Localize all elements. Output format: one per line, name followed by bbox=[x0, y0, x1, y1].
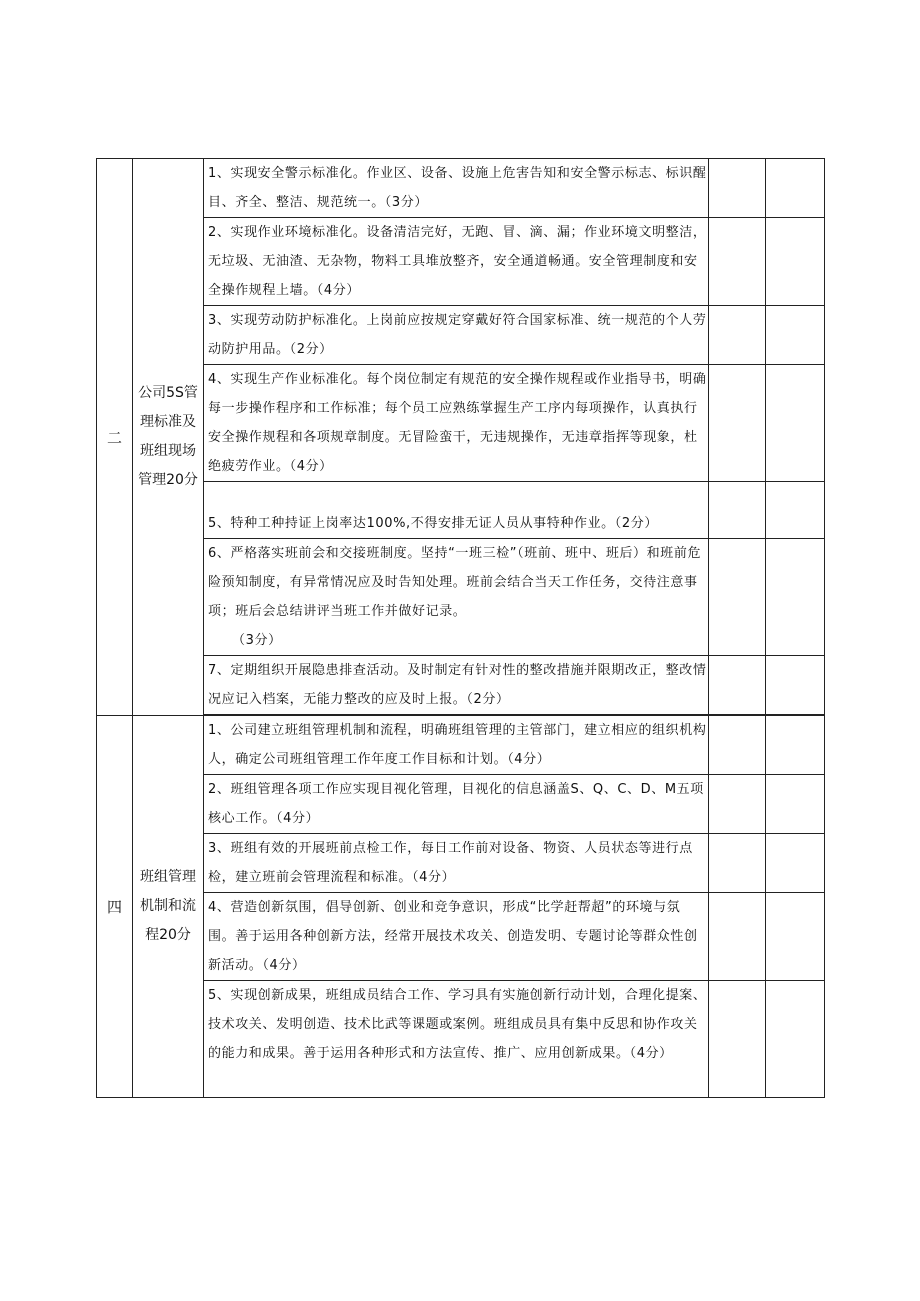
table-row bbox=[97, 656, 825, 715]
remark-cell bbox=[766, 482, 825, 539]
criteria-item: 1、公司建立班组管理机制和流程，明确班组管理的主管部门，建立相应的组织机构人，确定公司班组管理工作年度工作目标和计划。（4分） bbox=[204, 716, 709, 775]
table-row bbox=[97, 893, 825, 981]
criteria-item: 7、定期组织开展隐患排查活动。及时制定有针对性的整改措施并限期改正，整改情况应记入档案，无能力整改的应及时上报。（2分） bbox=[204, 656, 709, 715]
table-row bbox=[97, 306, 825, 365]
remark-cell bbox=[766, 218, 825, 306]
section-number: 二 bbox=[97, 159, 133, 716]
remark-cell bbox=[766, 981, 825, 1098]
remark-cell bbox=[766, 539, 825, 656]
score-cell bbox=[709, 656, 766, 715]
remark-cell bbox=[766, 306, 825, 365]
score-cell bbox=[709, 893, 766, 981]
remark-cell bbox=[766, 716, 825, 775]
table-row bbox=[97, 482, 825, 539]
section-number: 四 bbox=[97, 716, 133, 1098]
table-row bbox=[97, 218, 825, 306]
criteria-item: 5、实现创新成果，班组成员结合工作、学习具有实施创新行动计划，合理化提案、技术攻关、发明创造、技术比武等课题或案例。班组成员具有集中反思和协作攻关的能力和成果。善于运用各种形式和方法宣传、推广、应用创新成果。（4分） bbox=[204, 981, 709, 1098]
criteria-item: 3、实现劳动防护标准化。上岗前应按规定穿戴好符合国家标准、统一规范的个人劳动防护用品。（2分） bbox=[204, 306, 709, 365]
score-cell bbox=[709, 306, 766, 365]
table-row bbox=[97, 834, 825, 893]
remark-cell bbox=[766, 834, 825, 893]
score-cell bbox=[709, 775, 766, 834]
table-row bbox=[97, 159, 825, 218]
score-cell bbox=[709, 159, 766, 218]
criteria-item: 2、班组管理各项工作应实现目视化管理，目视化的信息涵盖S、Q、C、D、M五项核心工作。（4分） bbox=[204, 775, 709, 834]
remark-cell bbox=[766, 893, 825, 981]
score-cell bbox=[709, 834, 766, 893]
scoring-table bbox=[96, 158, 825, 1098]
score-cell bbox=[709, 482, 766, 539]
table-row bbox=[97, 716, 825, 775]
criteria-item: 4、营造创新氛围，倡导创新、创业和竞争意识，形成“比学赶帮超”的环境与氛围。善于运用各种创新方法，经常开展技术攻关、创造发明、专题讨论等群众性创新活动。（4分） bbox=[204, 893, 709, 981]
score-cell bbox=[709, 539, 766, 656]
criteria-item bbox=[204, 539, 709, 656]
table-row bbox=[97, 365, 825, 482]
criteria-item: 5、特种工种持证上岗率达100%,不得安排无证人员从事特种作业。（2分） bbox=[204, 482, 709, 539]
section-category: 公司5S管理标准及班组现场管理20分 bbox=[133, 159, 204, 716]
criteria-item: 1、实现安全警示标准化。作业区、设备、设施上危害告知和安全警示标志、标识醒目、齐全、整洁、规范统一。（3分） bbox=[204, 159, 709, 218]
score-cell bbox=[709, 218, 766, 306]
criteria-item-text: 6、严格落实班前会和交接班制度。坚持“一班三检”（班前、班中、班后）和班前危险预知制度，有异常情况应及时告知处理。班前会结合当天工作任务，交待注意事项；班后会总结讲评当班工作并做好记录。 bbox=[208, 546, 702, 619]
criteria-item: 4、实现生产作业标准化。每个岗位制定有规范的安全操作规程或作业指导书，明确每一步操作程序和工作标准；每个员工应熟练掌握生产工序内每项操作，认真执行安全操作规程和各项规章制度。无冒险蛮干，无违规操作，无违章指挥等现象，杜绝疲劳作业。（4分） bbox=[204, 365, 709, 482]
remark-cell bbox=[766, 656, 825, 715]
table-row bbox=[97, 539, 825, 656]
score-cell bbox=[709, 716, 766, 775]
criteria-item: 3、班组有效的开展班前点检工作，每日工作前对设备、物资、人员状态等进行点检，建立班前会管理流程和标准。（4分） bbox=[204, 834, 709, 893]
criteria-item: 2、实现作业环境标准化。设备清洁完好，无跑、冒、滴、漏；作业环境文明整洁，无垃圾、无油渣、无杂物，物料工具堆放整齐，安全通道畅通。安全管理制度和安全操作规程上墙。（4分） bbox=[204, 218, 709, 306]
section-category: 班组管理机制和流程20分 bbox=[133, 716, 204, 1098]
remark-cell bbox=[766, 775, 825, 834]
remark-cell bbox=[766, 159, 825, 218]
table-row bbox=[97, 981, 825, 1098]
criteria-item-score: （3分） bbox=[232, 633, 282, 648]
score-cell bbox=[709, 981, 766, 1098]
remark-cell bbox=[766, 365, 825, 482]
table-row bbox=[97, 775, 825, 834]
score-cell bbox=[709, 365, 766, 482]
